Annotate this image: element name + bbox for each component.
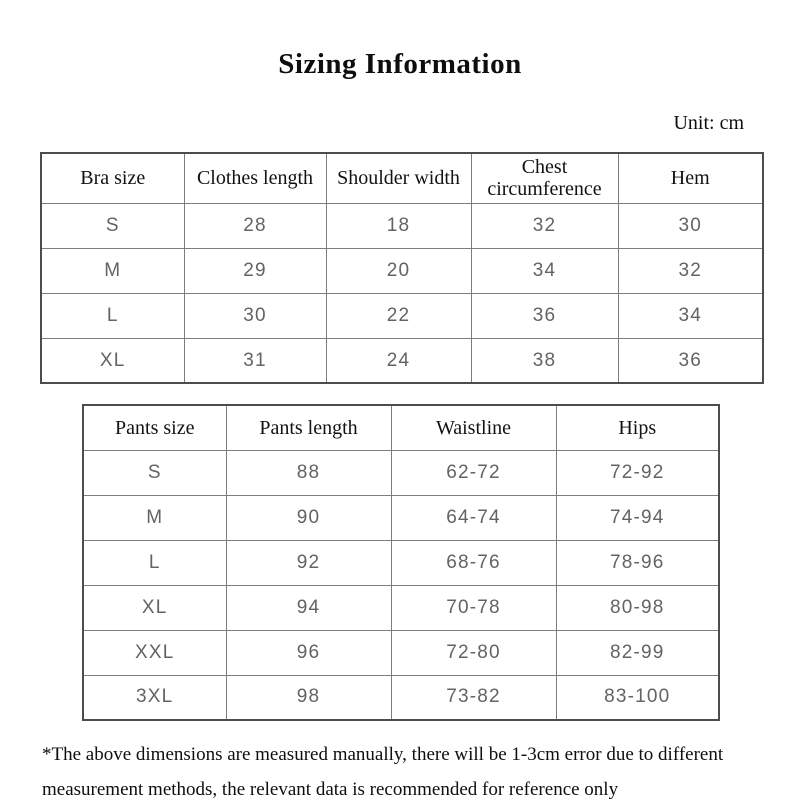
table-cell: 94 [226, 585, 391, 630]
table-cell: 31 [184, 338, 326, 383]
table-row [83, 450, 719, 495]
bra-table-header-row [41, 153, 763, 203]
table-cell: 36 [471, 293, 618, 338]
table-cell: 29 [184, 248, 326, 293]
measurement-disclaimer [42, 737, 764, 800]
table-cell: 74-94 [556, 495, 719, 540]
table-cell: 98 [226, 675, 391, 720]
column-header-pants-size: Pants size [83, 405, 226, 450]
table-cell: 72-80 [391, 630, 556, 675]
table-cell: 62-72 [391, 450, 556, 495]
table-cell: 18 [326, 203, 471, 248]
table-cell: 20 [326, 248, 471, 293]
table-cell: 78-96 [556, 540, 719, 585]
column-header-hips: Hips [556, 405, 719, 450]
table-cell: 96 [226, 630, 391, 675]
table-cell: 64-74 [391, 495, 556, 540]
pants-table-header-row [83, 405, 719, 450]
table-cell: 36 [618, 338, 763, 383]
table-cell: 70-78 [391, 585, 556, 630]
table-cell: XL [83, 585, 226, 630]
unit-label: Unit: cm [673, 112, 744, 134]
table-cell: 32 [471, 203, 618, 248]
table-cell: L [41, 293, 184, 338]
table-cell: 82-99 [556, 630, 719, 675]
table-row [41, 248, 763, 293]
table-cell: 3XL [83, 675, 226, 720]
table-cell: 83-100 [556, 675, 719, 720]
table-cell: 24 [326, 338, 471, 383]
table-cell: 22 [326, 293, 471, 338]
table-row [83, 675, 719, 720]
table-cell: S [83, 450, 226, 495]
bra-size-table [40, 152, 764, 384]
column-header-clothes-length: Clothes length [184, 153, 326, 203]
column-header-bra-size: Bra size [41, 153, 184, 203]
column-header-hem: Hem [618, 153, 763, 203]
table-cell: 34 [471, 248, 618, 293]
table-cell: M [41, 248, 184, 293]
table-cell: 73-82 [391, 675, 556, 720]
table-cell: 30 [184, 293, 326, 338]
table-cell: 92 [226, 540, 391, 585]
table-row [83, 540, 719, 585]
disclaimer-line-2: measurement methods, the relevant data is recommended for reference only [42, 779, 619, 800]
table-cell: 30 [618, 203, 763, 248]
table-cell: 68-76 [391, 540, 556, 585]
column-header-waistline: Waistline [391, 405, 556, 450]
table-row [83, 585, 719, 630]
table-cell: XXL [83, 630, 226, 675]
table-row [41, 338, 763, 383]
table-cell: 72-92 [556, 450, 719, 495]
table-row [41, 203, 763, 248]
table-cell: 80-98 [556, 585, 719, 630]
table-cell: 38 [471, 338, 618, 383]
table-cell: 32 [618, 248, 763, 293]
table-row [41, 293, 763, 338]
table-cell: XL [41, 338, 184, 383]
pants-size-table [82, 404, 720, 721]
column-header-chest-circumference: Chest circumference [471, 153, 618, 203]
disclaimer-line-1: *The above dimensions are measured manually, there will be 1-3cm error due to different [42, 744, 724, 765]
table-row [83, 630, 719, 675]
table-row [83, 495, 719, 540]
table-cell: L [83, 540, 226, 585]
table-cell: S [41, 203, 184, 248]
table-cell: M [83, 495, 226, 540]
table-cell: 28 [184, 203, 326, 248]
page-title: Sizing Information [278, 48, 522, 80]
column-header-shoulder-width: Shoulder width [326, 153, 471, 203]
table-cell: 90 [226, 495, 391, 540]
table-cell: 88 [226, 450, 391, 495]
table-cell: 34 [618, 293, 763, 338]
column-header-pants-length: Pants length [226, 405, 391, 450]
